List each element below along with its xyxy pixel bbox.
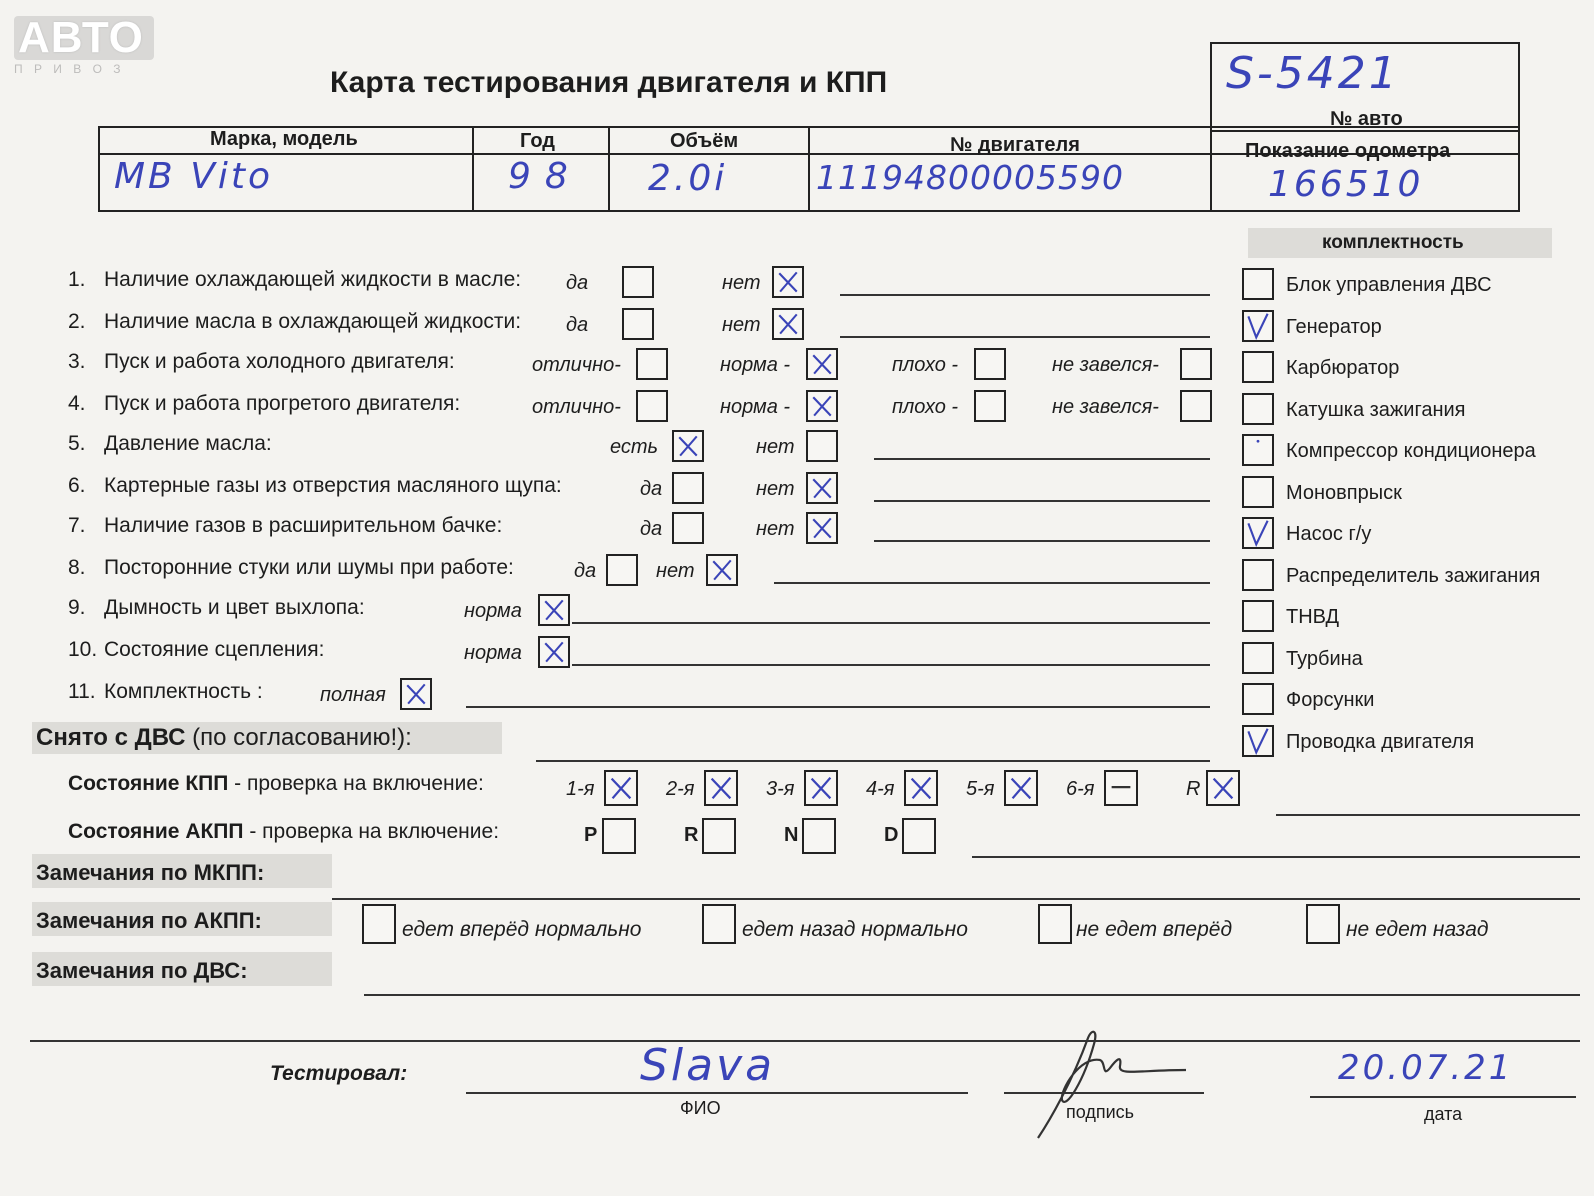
akpp-mode-label: R xyxy=(684,824,699,846)
gear-label: 6-я xyxy=(1066,778,1095,800)
item-number: 7. xyxy=(68,514,86,537)
gear-label: 1-я xyxy=(566,778,595,800)
header-table xyxy=(98,126,1520,212)
option-checkbox[interactable] xyxy=(672,472,704,504)
gear-checkbox[interactable] xyxy=(1206,770,1240,806)
gear-checkbox[interactable] xyxy=(1104,770,1138,806)
item-number: 2. xyxy=(68,310,86,333)
car-number-box xyxy=(1210,42,1520,132)
option-label: нет xyxy=(756,518,795,540)
gear-checkbox[interactable] xyxy=(604,770,638,806)
value-year: 98 xyxy=(508,156,582,197)
gear-checkbox[interactable] xyxy=(1004,770,1038,806)
avto-privoz-logo xyxy=(14,13,154,76)
option-checkbox[interactable] xyxy=(538,594,570,626)
col-volume: Объём xyxy=(670,130,739,152)
completeness-item-label: Форсунки xyxy=(1286,689,1375,711)
item-number: 10. xyxy=(68,638,98,661)
item-label: Давление масла: xyxy=(104,432,272,455)
completeness-item-label: Моновпрыск xyxy=(1286,481,1402,504)
removed-from-engine-label: Снято с ДВС (по согласованию!): xyxy=(36,724,412,751)
value-engine-no: 11194800005590 xyxy=(816,158,1124,197)
completeness-item-label: Насос г/у xyxy=(1286,523,1372,545)
option-checkbox[interactable] xyxy=(1180,348,1212,380)
item-label: Дымность и цвет выхлопа: xyxy=(104,596,365,619)
option-checkbox[interactable] xyxy=(806,512,838,544)
completeness-item-label: Катушка зажигания xyxy=(1286,398,1466,421)
remarks-mkpp-label: Замечания по МКПП: xyxy=(36,860,265,885)
completeness-checkbox[interactable] xyxy=(1242,476,1274,508)
option-checkbox[interactable] xyxy=(806,348,838,380)
akpp-label: Состояние АКПП - проверка на включение: xyxy=(68,820,500,843)
test-date: 20.07.21 xyxy=(1338,1048,1514,1088)
option-checkbox[interactable] xyxy=(1180,390,1212,422)
completeness-checkbox[interactable] xyxy=(1242,434,1274,466)
akpp-remark-label: не едет назад xyxy=(1346,918,1489,941)
option-checkbox[interactable] xyxy=(806,472,838,504)
item-number: 8. xyxy=(68,556,86,579)
gear-label: 3-я xyxy=(766,778,795,800)
option-label: норма xyxy=(464,600,522,622)
option-label: да xyxy=(640,518,663,540)
completeness-item-label: ТНВД xyxy=(1286,606,1340,628)
item-label: Пуск и работа холодного двигателя: xyxy=(104,350,455,373)
completeness-checkbox[interactable] xyxy=(1242,559,1274,591)
gear-label: 5-я xyxy=(966,778,995,800)
option-checkbox[interactable] xyxy=(606,554,638,586)
option-label: плохо - xyxy=(892,354,959,376)
akpp-mode-label: N xyxy=(784,824,799,846)
col-engine-no: № двигателя xyxy=(950,134,1080,156)
option-checkbox[interactable] xyxy=(622,308,654,340)
gear-checkbox[interactable] xyxy=(704,770,738,806)
completeness-item-label: Карбюратор xyxy=(1286,357,1400,379)
completeness-title: комплектность xyxy=(1322,232,1464,253)
akpp-remark-label: едет вперёд нормально xyxy=(402,918,642,941)
option-label: есть xyxy=(610,436,659,458)
col-odometer: Показание одометра xyxy=(1245,140,1451,162)
option-checkbox[interactable] xyxy=(400,678,432,710)
option-label: отлично- xyxy=(532,396,621,418)
completeness-checkbox[interactable] xyxy=(1242,517,1274,549)
akpp-mode-checkbox[interactable] xyxy=(602,818,636,854)
completeness-checkbox[interactable] xyxy=(1242,725,1274,757)
item-label: Пуск и работа прогретого двигателя: xyxy=(104,392,461,415)
completeness-item-label: Проводка двигателя xyxy=(1286,730,1475,753)
option-checkbox[interactable] xyxy=(772,266,804,298)
completeness-item-label: Распределитель зажигания xyxy=(1286,564,1541,587)
option-checkbox[interactable] xyxy=(636,348,668,380)
completeness-checkbox[interactable] xyxy=(1242,393,1274,425)
completeness-item-label: Генератор xyxy=(1286,315,1382,338)
remarks-dvs-label: Замечания по ДВС: xyxy=(36,958,248,983)
option-checkbox[interactable] xyxy=(622,266,654,298)
option-label: не завелся- xyxy=(1052,396,1159,418)
completeness-checkbox[interactable] xyxy=(1242,268,1274,300)
option-label: нет xyxy=(756,436,795,458)
akpp-mode-label: D xyxy=(884,824,899,846)
option-checkbox[interactable] xyxy=(672,512,704,544)
value-volume: 2.0i xyxy=(648,158,728,199)
item-label: Картерные газы из отверстия масляного щупа: xyxy=(104,474,562,497)
akpp-remark-checkbox[interactable] xyxy=(1306,904,1340,944)
option-checkbox[interactable] xyxy=(974,348,1006,380)
option-label: плохо - xyxy=(892,396,959,418)
value-odometer: 166510 xyxy=(1268,164,1424,205)
kpp-label: Состояние КПП - проверка на включение: xyxy=(68,772,484,795)
option-checkbox[interactable] xyxy=(538,636,570,668)
option-checkbox[interactable] xyxy=(806,390,838,422)
item-label: Комплектность : xyxy=(104,680,263,703)
item-label: Наличие газов в расширительном бачке: xyxy=(104,514,503,537)
option-label: норма - xyxy=(720,354,791,376)
tested-by-label: Тестировал: xyxy=(270,1062,408,1085)
option-label: не завелся- xyxy=(1052,354,1159,376)
signature-caption: подпись xyxy=(1066,1102,1135,1122)
col-make-model: Марка, модель xyxy=(210,128,358,150)
completeness-item-label: Компрессор кондиционера xyxy=(1286,440,1536,462)
akpp-remark-label: не едет вперёд xyxy=(1076,918,1233,941)
car-number-value: S-5421 xyxy=(1226,48,1400,99)
col-year: Год xyxy=(520,130,555,152)
option-label: да xyxy=(640,478,663,500)
gear-label: 4-я xyxy=(866,778,895,800)
item-number: 1. xyxy=(68,268,86,291)
akpp-mode-checkbox[interactable] xyxy=(702,818,736,854)
signature-image xyxy=(1010,1020,1210,1150)
akpp-remark-checkbox[interactable] xyxy=(362,904,396,944)
item-label: Наличие масла в охлаждающей жидкости: xyxy=(104,310,522,333)
option-label: норма - xyxy=(720,396,791,418)
completeness-item-label: Блок управления ДВС xyxy=(1286,274,1492,296)
completeness-checkbox[interactable] xyxy=(1242,351,1274,383)
gear-checkbox[interactable] xyxy=(804,770,838,806)
gear-checkbox[interactable] xyxy=(904,770,938,806)
akpp-remark-checkbox[interactable] xyxy=(1038,904,1072,944)
option-checkbox[interactable] xyxy=(806,430,838,462)
item-number: 6. xyxy=(68,474,86,497)
option-checkbox[interactable] xyxy=(772,308,804,340)
gear-label: 2-я xyxy=(666,778,695,800)
car-number-label: № авто xyxy=(1330,108,1403,130)
logo-sub: П Р И В О З xyxy=(14,62,125,76)
item-number: 3. xyxy=(68,350,86,373)
option-label: нет xyxy=(722,272,761,294)
akpp-remark-checkbox[interactable] xyxy=(702,904,736,944)
option-checkbox[interactable] xyxy=(672,430,704,462)
fio-caption: ФИО xyxy=(680,1098,721,1118)
akpp-remark-label: едет назад нормально xyxy=(742,918,968,941)
option-label: норма xyxy=(464,642,522,664)
option-label: полная xyxy=(320,684,386,706)
option-label: нет xyxy=(756,478,795,500)
item-number: 11. xyxy=(68,680,96,703)
option-label: да xyxy=(574,560,597,582)
option-checkbox[interactable] xyxy=(636,390,668,422)
value-make-model: MB Vito xyxy=(114,156,273,197)
gear-label: R xyxy=(1186,778,1201,800)
item-number: 9. xyxy=(68,596,86,619)
logo-main: АВТО xyxy=(14,16,154,60)
option-label: нет xyxy=(722,314,761,336)
option-label: да xyxy=(566,314,589,336)
completeness-checkbox[interactable] xyxy=(1242,600,1274,632)
option-label: нет xyxy=(656,560,695,582)
completeness-checkbox[interactable] xyxy=(1242,310,1274,342)
completeness-item-label: Турбина xyxy=(1286,647,1363,670)
date-caption: дата xyxy=(1424,1104,1463,1124)
item-number: 5. xyxy=(68,432,86,455)
option-label: отлично- xyxy=(532,354,621,376)
page-title: Карта тестирования двигателя и КПП xyxy=(330,66,888,99)
option-checkbox[interactable] xyxy=(974,390,1006,422)
akpp-mode-checkbox[interactable] xyxy=(802,818,836,854)
completeness-checkbox[interactable] xyxy=(1242,683,1274,715)
tester-name: Slava xyxy=(640,1040,776,1091)
akpp-mode-checkbox[interactable] xyxy=(902,818,936,854)
item-label: Состояние сцепления: xyxy=(104,638,325,661)
completeness-checkbox[interactable] xyxy=(1242,642,1274,674)
item-label: Наличие охлаждающей жидкости в масле: xyxy=(104,268,522,291)
remarks-akpp-label: Замечания по АКПП: xyxy=(36,908,262,933)
item-label: Посторонние стуки или шумы при работе: xyxy=(104,556,514,579)
option-checkbox[interactable] xyxy=(706,554,738,586)
option-label: да xyxy=(566,272,589,294)
item-number: 4. xyxy=(68,392,86,415)
akpp-mode-label: P xyxy=(584,824,598,846)
